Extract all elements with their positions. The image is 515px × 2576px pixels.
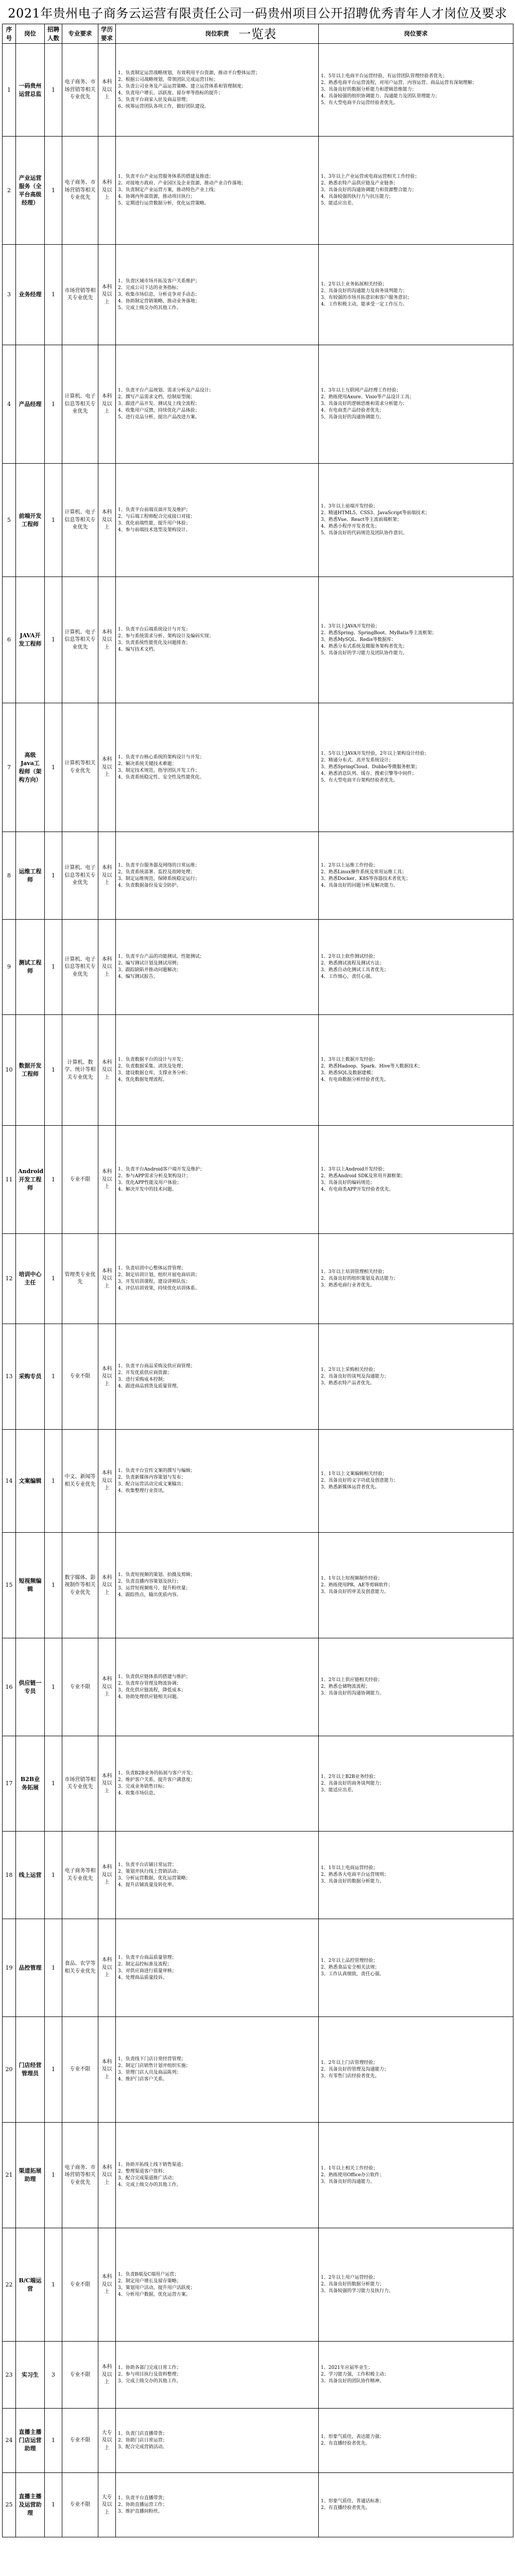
table-row (3, 44, 513, 137)
row-number: 14 (3, 1430, 16, 1533)
row-number: 5 (3, 464, 16, 577)
table-row (3, 2228, 513, 2342)
major-requirement: 电子商务等相关专业优先 (62, 1832, 98, 1919)
hire-count: 1 (45, 1234, 62, 1324)
duties-text: 1、负责供应链体系的搭建与维护； 2、负责库存管理及物流协调； 3、优化供应链流程，降低成本； 4、协助处理供应链相关问题。 (116, 1638, 319, 1736)
duties-text: 1、负责平台后端系统设计与开发； 2、参与系统需求分析、架构设计及编码实现； 3、负责系统性能优化及问题排查； 4、编写技术文档。 (116, 577, 319, 703)
hire-count: 1 (45, 1638, 62, 1736)
table-row (3, 1234, 513, 1324)
header-education: 学历要求 (98, 24, 116, 44)
requirements-text: 1、2年以上B2B业务经验； 2、具备良好的商务谈判能力； 3、能适应出差。 (319, 1736, 513, 1832)
duties-text: 1、负责平台产业运营服务体系的搭建及推进； 2、对接地方政府、产业园区及企业资源，推动产业合作落地； 3、负责制定产业运营方案，推动特色产业上线； 4、协调内外部资源，推动项目执行； 5、定期进行运营数据分析，优化运营策略。 (116, 137, 319, 245)
major-requirement: 中文、新闻等相关专业优先 (62, 1430, 98, 1533)
duties-text: 1、负责数据平台的设计与开发； 2、负责数据采集、清洗及处理； 3、建设数据仓库，支撑业务分析； 4、优化数据处理流程。 (116, 1015, 319, 1126)
duties-text: 1、负责平台店铺日常运营； 2、策划并执行线上营销活动； 3、分析运营数据，优化运营策略； 4、提升店铺流量及转化率。 (116, 1832, 319, 1919)
hire-count: 1 (45, 1736, 62, 1832)
education-requirement: 本科及以上 (98, 464, 116, 577)
major-requirement: 管理类专业优先 (62, 1234, 98, 1324)
positions-table (2, 24, 513, 2537)
duties-text: 1、负责培训中心整体运营管理； 2、制定培训计划，组织开展电商培训； 3、开发培训课程，建设讲师队伍； 4、评估培训效果，持续优化培训体系。 (116, 1234, 319, 1324)
position-name: 数据开发工程师 (16, 1015, 45, 1126)
position-name: 高级Java工程师（架构方向） (16, 703, 45, 832)
duties-text: 1、负责制定运营战略规划，有效利用平台资源，推动平台整体运营； 2、根据公司战略规划，带领团队完成运营目标； 3、负责公司业务及产品运营策略、建立运营体系和管理制度； 4、负责用户增长、活跃度、留存率等指标的提升； 5、负责平台商家入驻及商品管理； 6、统筹运营团队各项工作，做好团队建设。 (116, 44, 319, 137)
duties-text: 1、负责B端及C端用户运营； 2、制定用户增长及留存策略； 3、策划用户活动，提升用户活跃度； 4、分析用户数据，优化运营方案。 (116, 2228, 319, 2342)
hire-count: 1 (45, 577, 62, 703)
hire-count: 1 (45, 1533, 62, 1638)
education-requirement: 本科及以上 (98, 1430, 116, 1533)
education-requirement: 本科及以上 (98, 577, 116, 703)
position-name: 渠道拓展助理 (16, 2123, 45, 2228)
hire-count: 1 (45, 2409, 62, 2473)
requirements-text: 1、2年以上运维工作经验； 2、熟悉Linux操作系统及常用运维工具； 3、熟悉Docker、K8S等容器技术者优先； 4、具备良好的问题分析及解决能力。 (319, 832, 513, 920)
position-name: Android开发工程师 (16, 1126, 45, 1234)
education-requirement: 本科及以上 (98, 245, 116, 345)
education-requirement: 本科及以上 (98, 1638, 116, 1736)
major-requirement: 电子商务、市场营销等相关专业优先 (62, 137, 98, 245)
major-requirement: 专业不限 (62, 2228, 98, 2342)
hire-count: 1 (45, 2228, 62, 2342)
row-number: 18 (3, 1832, 16, 1919)
hire-count: 1 (45, 1832, 62, 1919)
education-requirement: 本科及以上 (98, 44, 116, 137)
education-requirement: 本科及以上 (98, 1736, 116, 1832)
major-requirement: 计算机、数学、统计等相关专业优先 (62, 1015, 98, 1126)
duties-text: 1、负责B2B业务的拓展与客户开发； 2、维护客户关系，提升客户满意度； 3、完成业务销售目标； 4、收集市场信息。 (116, 1736, 319, 1832)
hire-count: 1 (45, 1126, 62, 1234)
requirements-text: 1、1年以上电商运营经验； 2、熟悉各大电商平台运营规则； 3、具备良好的数据分析能力。 (319, 1832, 513, 1919)
education-requirement: 本科及以上 (98, 2228, 116, 2342)
row-number: 2 (3, 137, 16, 245)
education-requirement: 本科及以上 (98, 703, 116, 832)
position-name: 文案编辑 (16, 1430, 45, 1533)
row-number: 23 (3, 2342, 16, 2409)
requirements-text: 1、1年以上短视频制作经验； 2、熟练使用PR、AE等剪辑软件； 3、具备良好的审美及创意能力。 (319, 1533, 513, 1638)
header-count: 招聘人数 (45, 24, 62, 44)
education-requirement: 本科及以上 (98, 2017, 116, 2123)
education-requirement: 本科及以上 (98, 1324, 116, 1430)
major-requirement: 市场营销等相关专业优先 (62, 245, 98, 345)
requirements-text: 1、3年以上JAVA开发经验； 2、熟悉Spring、SpringBoot、MyBatis等主流框架； 3、熟悉MySQL、Redis等数据库； 4、熟悉分布式系统及微服务架构者优先； 5、具备良好的学习能力及团队协作能力。 (319, 577, 513, 703)
duties-text: 1、负责平台前端页面开发及维护； 2、与后端工程师配合完成接口对接； 3、优化前端性能，提升用户体验； 4、参与前端技术选型及架构设计。 (116, 464, 319, 577)
duties-text: 1、负责平台核心系统的架构设计与开发； 2、解决系统关键技术难题； 3、制定技术规范，指导团队开发工作； 4、负责系统稳定性、安全性及性能优化。 (116, 703, 319, 832)
requirements-text: 1、2年以上品控管理经验； 2、熟悉食品安全相关法规； 3、工作认真细致，责任心强。 (319, 1919, 513, 2017)
position-name: B/C端运营 (16, 2228, 45, 2342)
requirements-text: 1、5年以上JAVA开发经验，2年以上架构设计经验； 2、精通分布式、高并发系统设计； 3、熟悉SpringCloud、Dubbo等微服务框架； 4、熟悉消息队列、缓存、搜索引擎等中间件； 5、有大型电商平台架构经验者优先。 (319, 703, 513, 832)
row-number: 19 (3, 1919, 16, 2017)
header-no: 序号 (3, 24, 16, 44)
row-number: 21 (3, 2123, 16, 2228)
duties-text: 1、负责平台服务器及网络的日常运维； 2、负责系统部署、监控及故障处理； 3、制定运维规范，保障系统稳定运行； 4、负责数据备份及安全防护。 (116, 832, 319, 920)
position-name: 短视频编辑 (16, 1533, 45, 1638)
table-row (3, 1015, 513, 1126)
position-name: 门店经营管理员 (16, 2017, 45, 2123)
duties-text: 1、负责平台Android客户端开发及维护； 2、参与APP需求分析及架构设计； 3、优化APP性能及用户体验； 4、解决开发中的技术问题。 (116, 1126, 319, 1234)
row-number: 11 (3, 1126, 16, 1234)
hire-count: 1 (45, 137, 62, 245)
requirements-text: 1、形象气质佳，普通话标准； 2、有直播经验者优先。 (319, 2473, 513, 2537)
hire-count: 1 (45, 920, 62, 1015)
education-requirement: 本科及以上 (98, 1919, 116, 2017)
table-row (3, 2409, 513, 2473)
position-name: 线上运营 (16, 1832, 45, 1919)
table-row (3, 703, 513, 832)
table-body (3, 44, 513, 2537)
table-row (3, 1638, 513, 1736)
row-number: 25 (3, 2473, 16, 2537)
position-name: 供应链一专员 (16, 1638, 45, 1736)
major-requirement: 计算机、电子信息等相关专业优先 (62, 345, 98, 464)
table-row (3, 245, 513, 345)
duties-text: 1、协助开拓线上线下销售渠道； 2、整理渠道客户资料； 3、配合完成渠道推广活动； 4、完成上级交办的其他工作。 (116, 2123, 319, 2228)
row-number: 15 (3, 1533, 16, 1638)
table-row (3, 1736, 513, 1832)
major-requirement: 计算机等相关专业优先 (62, 703, 98, 832)
duties-text: 1、负责短视频的策划、拍摄及剪辑； 2、负责直播内容策划及执行； 3、运营短视频账号，提升粉丝量； 4、跟踪热点，输出优质内容。 (116, 1533, 319, 1638)
requirements-text: 1、3年以上产业运营或电商运营相关工作经验； 2、熟悉农特产品供应链及产业链条； 3、具备良好的沟通协调能力和资源整合能力； 4、具备较强的执行力与抗压能力； 5、能适应出差。 (319, 137, 513, 245)
requirements-text: 1、3年以上培训管理相关经验； 2、具备良好的组织策划及表达能力； 3、熟悉电商行业者优先。 (319, 1234, 513, 1324)
header-duties: 岗位职责 (116, 24, 319, 44)
duties-text: 1、负责区域市场开拓及客户关系维护； 2、完成公司下达的业务指标； 3、收集市场信息，分析竞争对手动态； 4、协助制定营销策略，推动业务落地； 5、完成上级交办的其他工作。 (116, 245, 319, 345)
table-row (3, 2123, 513, 2228)
requirements-text: 1、1年以上相关工作经验； 2、熟练使用Office办公软件； 3、具备良好的沟通能力。 (319, 2123, 513, 2228)
hire-count: 1 (45, 345, 62, 464)
row-number: 24 (3, 2409, 16, 2473)
education-requirement: 本科及以上 (98, 920, 116, 1015)
table-row (3, 577, 513, 703)
major-requirement: 专业不限 (62, 1126, 98, 1234)
table-row (3, 137, 513, 245)
major-requirement: 计算机、电子信息等相关专业优先 (62, 920, 98, 1015)
hire-count: 1 (45, 464, 62, 577)
major-requirement: 专业不限 (62, 1324, 98, 1430)
row-number: 16 (3, 1638, 16, 1736)
major-requirement: 市场营销等相关专业优先 (62, 1736, 98, 1832)
major-requirement: 计算机、电子信息等相关专业优先 (62, 577, 98, 703)
education-requirement: 本科及以上 (98, 1015, 116, 1126)
requirements-text: 1、3年以上互联网产品经理工作经验； 2、熟练使用Axure、Visio等产品设计工具； 3、具备良好的逻辑思维和需求分析能力； 4、有电商类产品经验者优先； 5、具备良好的沟通协调能力。 (319, 345, 513, 464)
hire-count: 3 (45, 2342, 62, 2409)
requirements-text: 1、2年以上供应链相关经验； 2、熟悉仓储物流流程； 3、具备良好的沟通协调能力。 (319, 1638, 513, 1736)
requirements-text: 1、2年以上门店管理经验； 2、具备良好的管理及沟通能力； 3、有零售门店经验者优先。 (319, 2017, 513, 2123)
position-name: 品控管理 (16, 1919, 45, 2017)
position-name: 一码贵州运营总监 (16, 44, 45, 137)
education-requirement: 本科及以上 (98, 1234, 116, 1324)
requirements-text: 1、3年以上数据开发经验； 2、熟悉Hadoop、Spark、Hive等大数据技术； 3、熟悉SQL及数据建模； 4、有电商数据分析经验者优先。 (319, 1015, 513, 1126)
duties-text: 1、负责门店直播带货； 2、协助门店日常运营； 3、配合完成营销活动。 (116, 2409, 319, 2473)
hire-count: 1 (45, 1430, 62, 1533)
hire-count: 1 (45, 2473, 62, 2537)
major-requirement: 专业不限 (62, 2342, 98, 2409)
position-name: 产品经理 (16, 345, 45, 464)
row-number: 20 (3, 2017, 16, 2123)
header-requirements: 岗位要求 (319, 24, 513, 44)
position-name: 业务经理 (16, 245, 45, 345)
table-row (3, 832, 513, 920)
duties-text: 1、负责线下门店日常经营管理； 2、制定门店销售计划并组织实施； 3、管理门店人员及商品陈列； 4、维护门店客户关系。 (116, 2017, 319, 2123)
row-number: 12 (3, 1234, 16, 1324)
education-requirement: 本科及以上 (98, 1832, 116, 1919)
row-number: 6 (3, 577, 16, 703)
row-number: 8 (3, 832, 16, 920)
major-requirement: 电子商务、市场营销等相关专业优先 (62, 2123, 98, 2228)
position-name: 测试工程师 (16, 920, 45, 1015)
requirements-text: 1、3年以上前端开发经验； 2、精通HTML5、CSS3、JavaScript等前端技术； 3、熟悉Vue、React等主流前端框架； 4、熟悉小程序开发者优先； 5、具备良好的代码规范及团队协作意识。 (319, 464, 513, 577)
hire-count: 1 (45, 2017, 62, 2123)
duties-text: 1、负责平台宣传文案的撰写与编辑； 2、负责新媒体内容策划与发布； 3、配合运营活动完成文案输出； 4、收集整理行业资讯。 (116, 1430, 319, 1533)
requirements-text: 1、2年以上业务拓展相关经验； 2、具备良好的沟通能力及商务谈判能力； 3、有较强的市场开拓意识和客户服务意识； 4、工作积极主动，能承受一定工作压力。 (319, 245, 513, 345)
requirements-text: 1、1年以上文案编辑相关经验； 2、具备良好的文字功底及创意能力； 3、熟悉新媒体运营者优先。 (319, 1430, 513, 1533)
education-requirement: 大专及以上 (98, 2473, 116, 2537)
position-name: B2B业务拓展 (16, 1736, 45, 1832)
row-number: 10 (3, 1015, 16, 1126)
education-requirement: 本科及以上 (98, 832, 116, 920)
education-requirement: 本科及以上 (98, 345, 116, 464)
row-number: 9 (3, 920, 16, 1015)
table-row (3, 1832, 513, 1919)
header-major: 专业要求 (62, 24, 98, 44)
requirements-text: 1、形象气质佳，表达能力强； 2、有直播经验者优先。 (319, 2409, 513, 2473)
position-name: 直播主播门店运营助理 (16, 2409, 45, 2473)
requirements-text: 1、2021年应届毕业生； 2、学习能力强，工作积极主动； 3、具备良好的团队协作精神。 (319, 2342, 513, 2409)
duties-text: 1、负责平台商品质量管理； 2、制定品控标准及流程； 3、对供应商进行质量审核； 4、处理商品质量投诉。 (116, 1919, 319, 2017)
table-row (3, 1324, 513, 1430)
major-requirement: 专业不限 (62, 1638, 98, 1736)
header-position: 岗位 (16, 24, 45, 44)
education-requirement: 本科及以上 (98, 1533, 116, 1638)
table-row (3, 1533, 513, 1638)
major-requirement: 专业不限 (62, 2473, 98, 2537)
table-row (3, 464, 513, 577)
table-row (3, 1919, 513, 2017)
position-name: JAVA开发工程师 (16, 577, 45, 703)
row-number: 3 (3, 245, 16, 345)
major-requirement: 专业不限 (62, 2017, 98, 2123)
page-title: 2021年贵州电子商务云运营有限责任公司一码贵州项目公开招聘优秀青年人才岗位及要求一览表 (8, 6, 507, 41)
education-requirement: 本科及以上 (98, 2342, 116, 2409)
position-name: 培训中心主任 (16, 1234, 45, 1324)
major-requirement: 电子商务、市场营销等相关专业优先 (62, 44, 98, 137)
table-row (3, 1430, 513, 1533)
table-row (3, 1126, 513, 1234)
row-number: 7 (3, 703, 16, 832)
table-row (3, 2473, 513, 2537)
duties-text: 1、负责平台商品采购及供应商管理； 2、开发优质供应商资源； 3、进行采购成本控制； 4、跟进商品到货及质量管理。 (116, 1324, 319, 1430)
hire-count: 1 (45, 44, 62, 137)
major-requirement: 数字媒体、影视制作等相关专业优先 (62, 1533, 98, 1638)
row-number: 4 (3, 345, 16, 464)
row-number: 22 (3, 2228, 16, 2342)
major-requirement: 计算机、电子信息等相关专业优先 (62, 464, 98, 577)
duties-text: 1、负责平台产品规划、需求分析及产品设计； 2、撰写产品需求文档，绘制原型图； 3、跟进产品开发、测试及上线全流程； 4、收集用户反馈，持续优化产品体验； 5、进行竞品分析，提出产品改进方案。 (116, 345, 319, 464)
position-name: 实习生 (16, 2342, 45, 2409)
table-row (3, 920, 513, 1015)
table-row (3, 2342, 513, 2409)
duties-text: 1、负责平台产品的功能测试、性能测试； 2、编写测试计划及测试用例； 3、跟踪缺陷并推动问题解决； 4、编写测试报告。 (116, 920, 319, 1015)
education-requirement: 本科及以上 (98, 1126, 116, 1234)
row-number: 13 (3, 1324, 16, 1430)
major-requirement: 计算机、电子信息等相关专业优先 (62, 832, 98, 920)
major-requirement: 食品、农学等相关专业优先 (62, 1919, 98, 2017)
education-requirement: 本科及以上 (98, 2123, 116, 2228)
table-row (3, 345, 513, 464)
hire-count: 1 (45, 2123, 62, 2228)
row-number: 17 (3, 1736, 16, 1832)
duties-text: 1、协助各部门完成日常工作； 2、参与项目执行及资料整理； 3、完成上级交办的其他工作。 (116, 2342, 319, 2409)
row-number: 1 (3, 44, 16, 137)
requirements-text: 1、2年以上用户运营经验； 2、具备良好的数据分析能力； 3、具备较强的学习能力及执行力。 (319, 2228, 513, 2342)
duties-text: 1、负责平台直播带货； 2、协助直播运营工作； 3、维护直播间粉丝。 (116, 2473, 319, 2537)
education-requirement: 本科及以上 (98, 137, 116, 245)
education-requirement: 大专及以上 (98, 2409, 116, 2473)
requirements-text: 1、3年以上Android开发经验； 2、熟悉Android SDK及常用开源框架； 3、具备良好的编码规范； 4、有电商类APP开发经验者优先。 (319, 1126, 513, 1234)
position-name: 采购专员 (16, 1324, 45, 1430)
position-name: 产业运营服务（全平台高级经理） (16, 137, 45, 245)
table-row (3, 2017, 513, 2123)
position-name: 前端开发工程师 (16, 464, 45, 577)
requirements-text: 1、5年以上电商平台运营经验，有运营团队管理经验者优先； 2、熟悉电商平台运营流程，对用户运营、内容运营、商品运营有深刻理解； 3、具备良好的数据分析能力和逻辑思维能力； 4、具备较强的组织协调能力、沟通能力及团队管理能力； 5、有大型电商平台运营经验者优先。 (319, 44, 513, 137)
requirements-text: 1、2年以上采购相关经验； 2、具备良好的谈判及沟通能力； 3、熟悉农特产品者优先。 (319, 1324, 513, 1430)
position-name: 直播主播及运营助理 (16, 2473, 45, 2537)
hire-count: 1 (45, 703, 62, 832)
position-name: 运维工程师 (16, 832, 45, 920)
requirements-text: 1、2年以上软件测试经验； 2、熟悉测试流程及测试方法； 3、熟悉自动化测试工具者优先； 4、工作细心，责任心强。 (319, 920, 513, 1015)
hire-count: 1 (45, 1919, 62, 2017)
hire-count: 1 (45, 832, 62, 920)
major-requirement: 专业不限 (62, 2409, 98, 2473)
hire-count: 1 (45, 245, 62, 345)
hire-count: 1 (45, 1324, 62, 1430)
hire-count: 1 (45, 1015, 62, 1126)
